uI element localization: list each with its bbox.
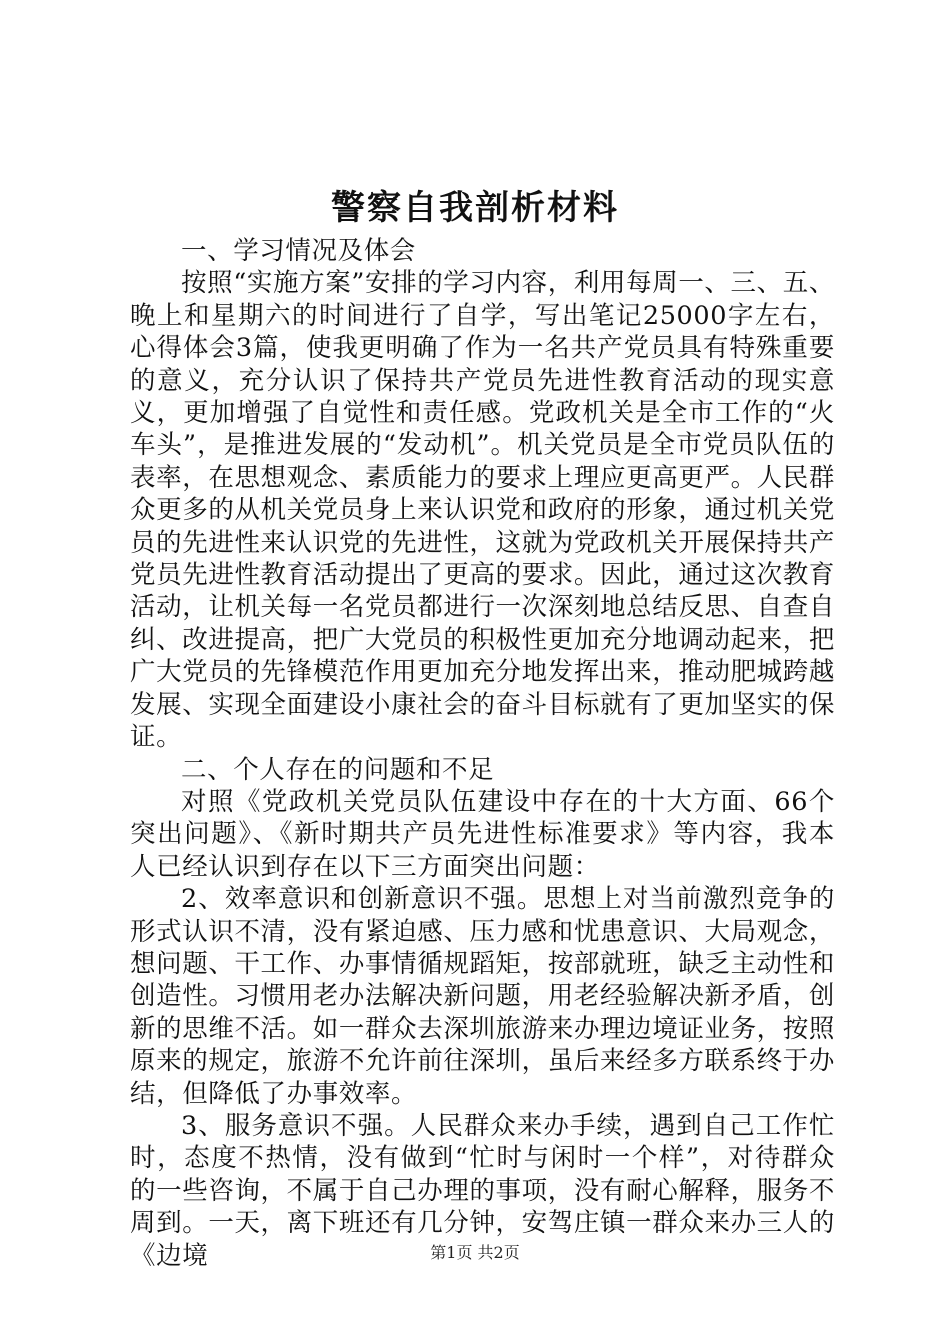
paragraph-problem-service: 3、服务意识不强。人民群众来办手续，遇到自己工作忙时，态度不热情，没有做到“忙时与闲时一个样”，对待群众的一些咨询，不属于自己办理的事项，没有耐心解释，服务不周到。一天，离下班还有几分钟，安驾庄镇一群众来办三人的《边境 <box>130 1110 835 1271</box>
paragraph-problem-efficiency: 2、效率意识和创新意识不强。思想上对当前激烈竞争的形式认识不清，没有紧迫感、压力感和忧患意识、大局观念，想问题、干工作、办事情循规蹈矩，按部就班，缺乏主动性和创造性。习惯用老办法解决新问题，用老经验解决新矛盾，创新的思维不活。如一群众去深圳旅游来办理边境证业务，按照原来的规定，旅游不允许前往深圳，虽后来经多方联系终于办结，但降低了办事效率。 <box>130 884 835 1109</box>
paragraph-problems-intro: 对照《党政机关党员队伍建设中存在的十大方面、66个突出问题》、《新时期共产员先进性标准要求》等内容，我本人已经认识到存在以下三方面突出问题： <box>130 786 835 882</box>
document-body <box>130 235 835 1272</box>
section-heading-study: 一、学习情况及体会 <box>181 236 416 266</box>
section-heading-problems: 二、个人存在的问题和不足 <box>181 754 495 785</box>
page-title: 警察自我剖析材料 <box>331 188 619 228</box>
page-footer: 第1页 共2页 <box>430 1243 520 1262</box>
paragraph-study: 按照“实施方案”安排的学习内容，利用每周一、三、五、晚上和星期六的时间进行了自学，写出笔记25000字左右，心得体会3篇，使我更明确了作为一名共产党员具有特殊重要的意义，充分认识了保持共产党员先进性教育活动的现实意义，更加增强了自觉性和责任感。党政机关是全市工作的“火车头”，是推进发展的“发动机”。机关党员是全市党员队伍的表率，在思想观念、素质能力的要求上理应更高更严。人民群众更多的从机关党员身上来认识党和政府的形象，通过机关党员的先进性来认识党的先进性，这就为党政机关开展保持共产党员先进性教育活动提出了更高的要求。因此，通过这次教育活动，让机关每一名党员都进行一次深刻地总结反思、自查自纠、改进提高，把广大党员的积极性更加充分地调动起来，把广大党员的先锋模范作用更加充分地发挥出来，推动肥城跨越发展、实现全面建设小康社会的奋斗目标就有了更加坚实的保证。 <box>130 268 835 753</box>
